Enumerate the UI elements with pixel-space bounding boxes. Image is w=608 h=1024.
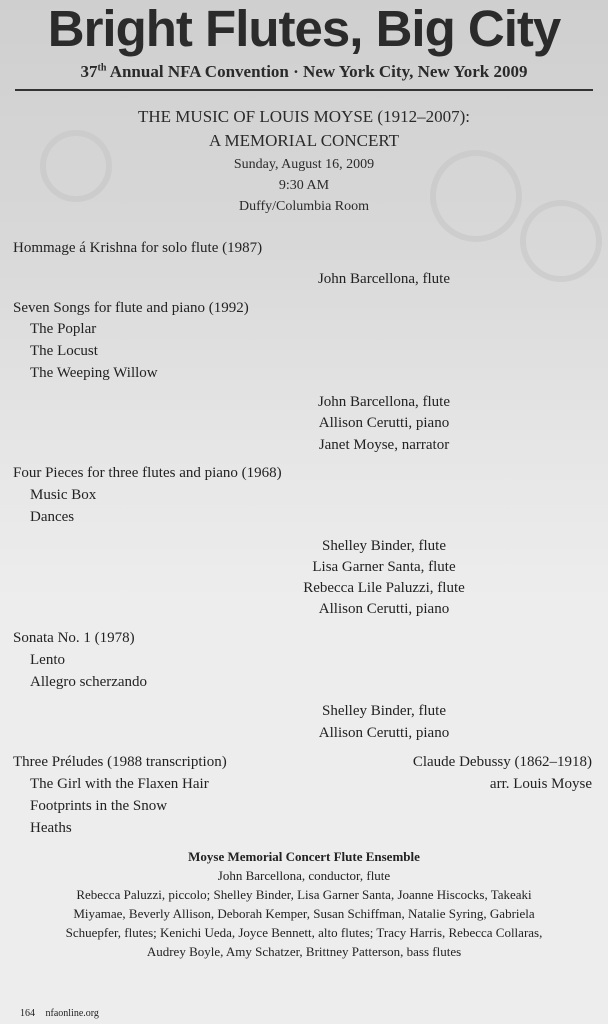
- performer: Shelley Binder, flute: [322, 538, 446, 554]
- page-footer: [20, 1008, 107, 1019]
- performer: Janet Moyse, narrator: [318, 437, 450, 453]
- concert-room: Duffy/Columbia Room: [238, 199, 370, 214]
- work-title: Sonata No. 1 (1978): [13, 630, 135, 646]
- movement: Footprints in the Snow: [30, 798, 168, 814]
- movement: The Locust: [30, 343, 98, 359]
- movement: Allegro scherzando: [30, 674, 148, 690]
- convention-ordinal-suffix: th: [97, 62, 107, 74]
- work-title: Three Préludes (1988 transcription): [13, 754, 227, 770]
- concert-time: 9:30 AM: [278, 178, 330, 193]
- work-title: Seven Songs for flute and piano (1992): [13, 300, 249, 316]
- ensemble-line: Rebecca Paluzzi, piccolo; Shelley Binder, Lisa Garner Santa, Joanne Hiscocks, Takeaki: [76, 887, 532, 902]
- work-title: Four Pieces for three flutes and piano (1968): [13, 465, 282, 481]
- concert-title-line2: A MEMORIAL CONCERT: [208, 131, 400, 150]
- movement: The Poplar: [30, 321, 97, 337]
- concert-title-line1: THE MUSIC OF LOUIS MOYSE (1912–2007):: [138, 107, 470, 126]
- movement: Lento: [30, 652, 65, 668]
- ensemble-line: John Barcellona, conductor, flute: [217, 868, 391, 883]
- performer: Allison Cerutti, piano: [318, 601, 450, 617]
- work-title: Hommage á Krishna for solo flute (1987): [13, 240, 263, 256]
- footer-site-link[interactable]: nfaonline.org: [45, 1008, 99, 1019]
- movement: The Weeping Willow: [30, 365, 158, 381]
- concert-date: Sunday, August 16, 2009: [233, 157, 375, 172]
- masthead-title: Bright Flutes, Big City: [47, 0, 561, 57]
- performer: Allison Cerutti, piano: [318, 725, 450, 741]
- performer: Shelley Binder, flute: [322, 703, 446, 719]
- ensemble-line: Miyamae, Beverly Allison, Deborah Kemper, Susan Schiffman, Natalie Syring, Gabriela: [73, 906, 535, 921]
- movement: Heaths: [30, 820, 72, 836]
- ensemble-line: Audrey Boyle, Amy Schatzer, Brittney Patterson, bass flutes: [146, 944, 462, 959]
- performer: Lisa Garner Santa, flute: [312, 559, 456, 575]
- ensemble-line: Schuepfer, flutes; Kenichi Ueda, Joyce Bennett, alto flutes; Tracy Harris, Rebecca Collaras,: [65, 925, 543, 940]
- performer: Allison Cerutti, piano: [318, 415, 450, 431]
- composer: Claude Debussy (1862–1918): [412, 754, 592, 770]
- performer: Rebecca Lile Paluzzi, flute: [303, 580, 465, 596]
- arranger: arr. Louis Moyse: [489, 776, 592, 792]
- ensemble-title: Moyse Memorial Concert Flute Ensemble: [188, 849, 420, 864]
- performer: John Barcellona, flute: [317, 271, 451, 287]
- convention-number: 37: [80, 62, 98, 81]
- convention-text: Annual NFA Convention · New York City, New York 2009: [106, 62, 528, 81]
- movement: The Girl with the Flaxen Hair: [30, 776, 209, 792]
- performer: John Barcellona, flute: [317, 394, 451, 410]
- page-number: 164: [20, 1008, 35, 1019]
- movement: Music Box: [30, 487, 97, 503]
- movement: Dances: [30, 509, 75, 525]
